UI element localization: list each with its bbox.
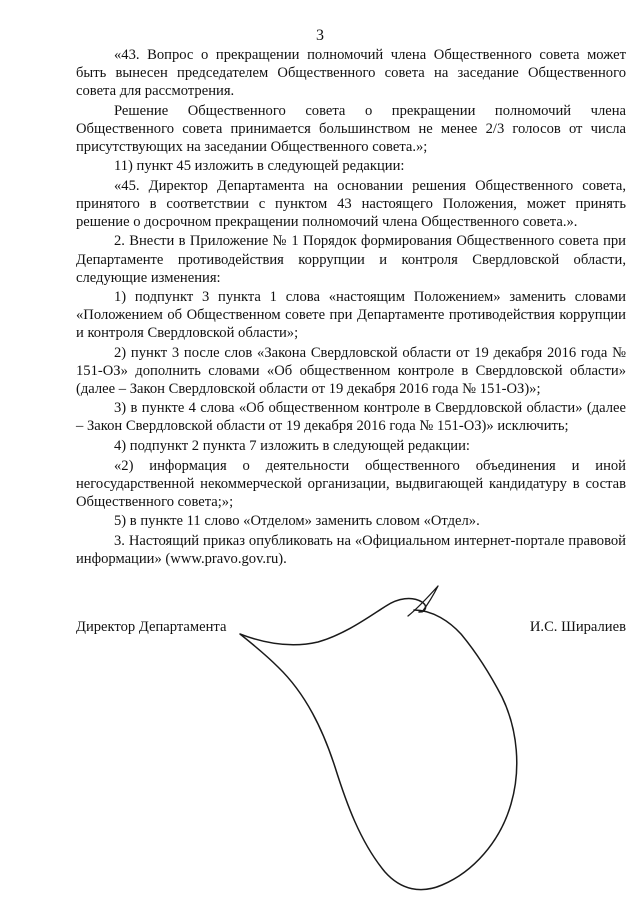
paragraph-change-3: 3) в пункте 4 слова «Об общественном контроле в Свердловской области» (далее – Закон Свердловской области от 19 декабря 2016 года № 151-ОЗ)» исключить;	[76, 400, 626, 435]
page-number: 3	[316, 27, 324, 44]
signature-flourish	[408, 586, 438, 616]
signature-stroke	[240, 599, 517, 890]
paragraph-43-decision: Решение Общественного совета о прекращении полномочий члена Общественного совета принимается большинством не менее 2/3 голосов от числа присутствующих на заседании Общественного совета.»;	[76, 102, 626, 155]
paragraph-section-3: 3. Настоящий приказ опубликовать на «Официальном интернет-портале правовой информации» (www.pravo.gov.ru).	[76, 532, 626, 567]
paragraph-change-4: 4) подпункт 2 пункта 7 изложить в следующей редакции:	[114, 437, 470, 454]
paragraph-45-text: «45. Директор Департамента на основании решения Общественного совета, принятого в соответствии с пунктом 43 настоящего Положения, может принять решение о досрочном прекращении полномочий члена Общественного совета.».	[76, 177, 626, 230]
paragraph-change-2: 2) пункт 3 после слов «Закона Свердловской области от 19 декабря 2016 года № 151-ОЗ» дополнить словами «Об общественном контроле в Свердловской области» (далее – Закон Свердловской области от 19 декабря 2016 года № 151-ОЗ)»;	[76, 344, 626, 397]
paragraph-item-11: 11) пункт 45 изложить в следующей редакции:	[114, 158, 405, 175]
signer-name: И.С. Ширалиев	[529, 619, 626, 635]
paragraph-change-1: 1) подпункт 3 пункта 1 слова «настоящим Положением» заменить словами «Положением об Общественном совете при Департаменте противодействия коррупции и контроля Свердловской области»;	[76, 289, 626, 342]
document-body	[76, 46, 626, 569]
signer-title: Директор Департамента	[76, 619, 227, 635]
paragraph-change-4-text: «2) информация о деятельности общественного объединения и иной негосударственной некоммерческой организации, выдвигающей кандидатуру в состав Общественного совета;»;	[76, 457, 626, 510]
paragraph-section-2: 2. Внести в Приложение № 1 Порядок формирования Общественного совета при Департаменте противодействия коррупции и контроля Свердловской области, следующие изменения:	[76, 233, 626, 286]
paragraph-43-question: «43. Вопрос о прекращении полномочий члена Общественного совета может быть вынесен председателем Общественного совета на заседание Общественного совета для рассмотрения.	[76, 47, 626, 100]
handwritten-signature	[228, 572, 523, 902]
paragraph-change-5: 5) в пункте 11 слово «Отделом» заменить словом «Отдел».	[114, 513, 480, 530]
